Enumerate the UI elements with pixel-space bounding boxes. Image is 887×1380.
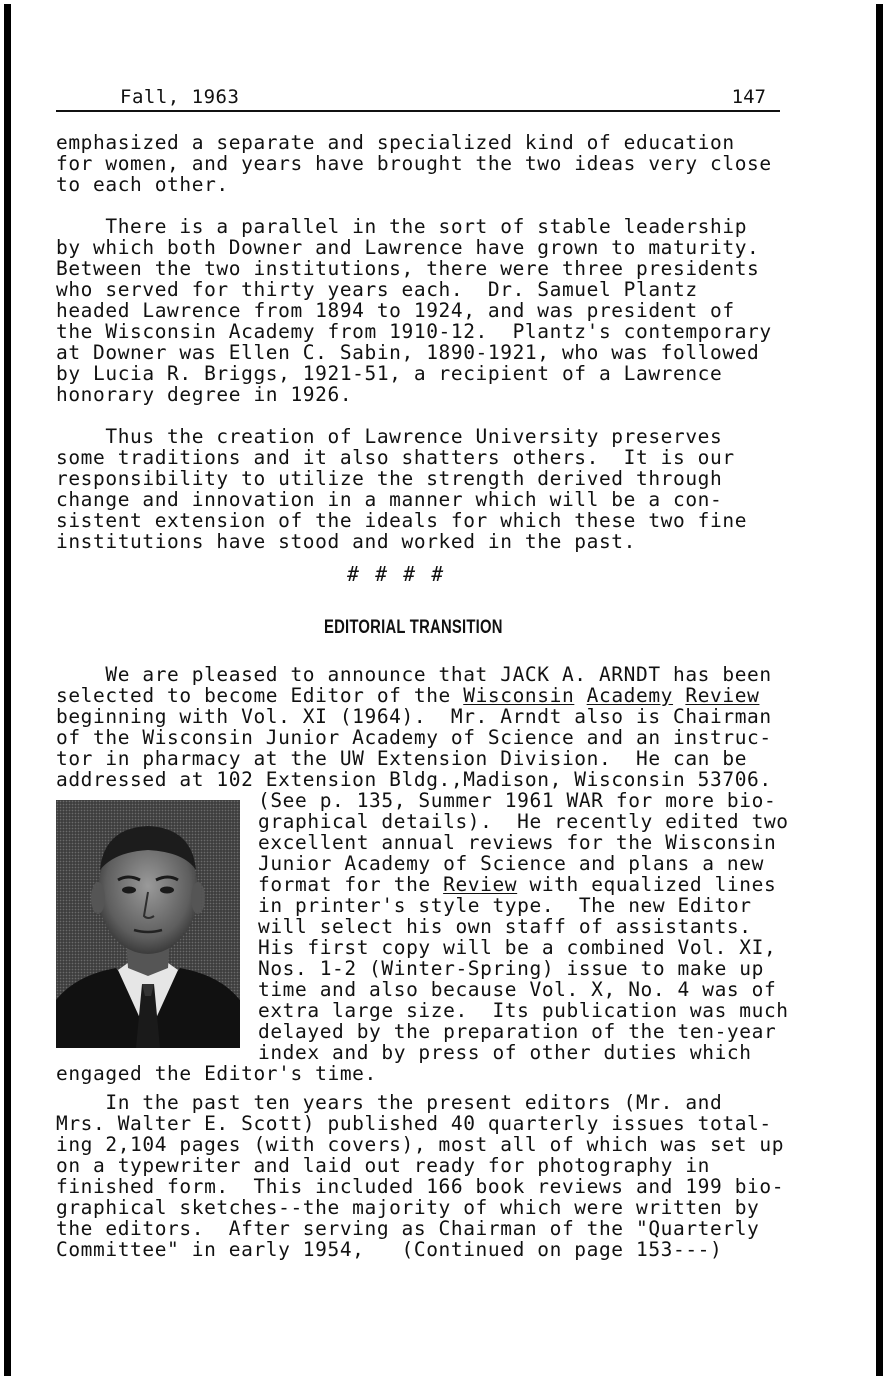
text-line: finished form. This included 166 book reviews and 199 bio- — [56, 1175, 785, 1198]
text-line: graphical sketches--the majority of which were written by — [56, 1196, 760, 1219]
text-line: Junior Academy of Science and plans a new — [258, 852, 764, 875]
text-line: of the Wisconsin Junior Academy of Science and an instruc- — [56, 726, 772, 749]
text-line: at Downer was Ellen C. Sabin, 1890-1921, who was followed — [56, 341, 760, 364]
text-line: addressed at 102 Extension Bldg.,Madison, Wisconsin 53706. — [56, 768, 772, 791]
scan-border-left — [4, 4, 11, 1376]
text-line: by Lucia R. Briggs, 1921-51, a recipient of a Lawrence — [56, 362, 723, 385]
text-line: in printer's style type. The new Editor — [258, 894, 752, 917]
text-line: by which both Downer and Lawrence have grown to maturity. — [56, 236, 760, 259]
header-rule — [56, 110, 780, 112]
text-line: Nos. 1-2 (Winter-Spring) issue to make up — [258, 957, 764, 980]
journal-title-word: Review — [685, 684, 760, 707]
section-heading: EDITORIAL TRANSITION — [324, 617, 503, 638]
text-line: the Wisconsin Academy from 1910-12. Plantz's contemporary — [56, 320, 772, 343]
journal-title-word: Academy — [586, 684, 674, 707]
text-line: (See p. 135, Summer 1961 WAR for more bio- — [258, 789, 777, 812]
text-line: honorary degree in 1926. — [56, 383, 353, 406]
text-line: delayed by the preparation of the ten-year — [258, 1020, 777, 1043]
text-line — [56, 685, 759, 706]
text-line: Between the two institutions, there were three presidents — [56, 257, 760, 280]
text-line: There is a parallel in the sort of stable leadership — [56, 215, 748, 238]
page-number: 147 — [731, 86, 766, 108]
text-line: time and also because Vol. X, No. 4 was of — [258, 978, 777, 1001]
text-run: selected to become Editor of the — [56, 684, 464, 707]
text-line: beginning with Vol. XI (1964). Mr. Arndt also is Chairman — [56, 705, 772, 728]
text-line: extra large size. Its publication was much — [258, 999, 789, 1022]
scan-border-right — [876, 4, 883, 1376]
issue-date: Fall, 1963 — [120, 86, 240, 108]
journal-title-word: Review — [443, 873, 518, 896]
text-line: responsibility to utilize the strength derived through — [56, 467, 723, 490]
text-run — [574, 684, 586, 707]
text-line: tor in pharmacy at the UW Extension Division. He can be — [56, 747, 748, 770]
text-line: institutions have stood and worked in the past. — [56, 530, 636, 553]
text-line: In the past ten years the present editors (Mr. and — [56, 1091, 723, 1114]
text-line — [258, 874, 776, 895]
text-line: to each other. — [56, 173, 229, 196]
text-line: change and innovation in a manner which will be a con- — [56, 488, 723, 511]
text-run: format for the — [258, 873, 444, 896]
text-run: with equalized lines — [517, 873, 777, 896]
text-line: We are pleased to announce that JACK A. ARNDT has been — [56, 663, 772, 686]
text-line: ing 2,104 pages (with covers), most all of which was set up — [56, 1133, 785, 1156]
portrait-photo — [56, 800, 240, 1048]
text-line: will select his own staff of assistants. — [258, 915, 752, 938]
text-line: some traditions and it also shatters others. It is our — [56, 446, 735, 469]
journal-title-word: Wisconsin — [463, 684, 575, 707]
text-line: who served for thirty years each. Dr. Samuel Plantz — [56, 278, 698, 301]
text-line: index and by press of other duties which — [258, 1041, 752, 1064]
text-line: His first copy will be a combined Vol. XI, — [258, 936, 777, 959]
text-line: the editors. After serving as Chairman of the "Quarterly — [56, 1217, 760, 1240]
text-line: Mrs. Walter E. Scott) published 40 quarterly issues total- — [56, 1112, 772, 1135]
section-separator: # # # # — [347, 562, 446, 586]
text-line: on a typewriter and laid out ready for photography in — [56, 1154, 711, 1177]
running-header — [56, 86, 780, 112]
text-run — [673, 684, 685, 707]
text-line: emphasized a separate and specialized kind of education — [56, 131, 735, 154]
text-line: Thus the creation of Lawrence University preserves — [56, 425, 723, 448]
text-line: engaged the Editor's time. — [56, 1062, 377, 1085]
text-line: excellent annual reviews for the Wisconsin — [258, 831, 777, 854]
text-line: headed Lawrence from 1894 to 1924, and was president of — [56, 299, 735, 322]
text-line: for women, and years have brought the two ideas very close — [56, 152, 772, 175]
text-line: sistent extension of the ideals for which these two fine — [56, 509, 748, 532]
text-line: graphical details). He recently edited two — [258, 810, 789, 833]
text-line: Committee" in early 1954, (Continued on page 153---) — [56, 1238, 723, 1261]
